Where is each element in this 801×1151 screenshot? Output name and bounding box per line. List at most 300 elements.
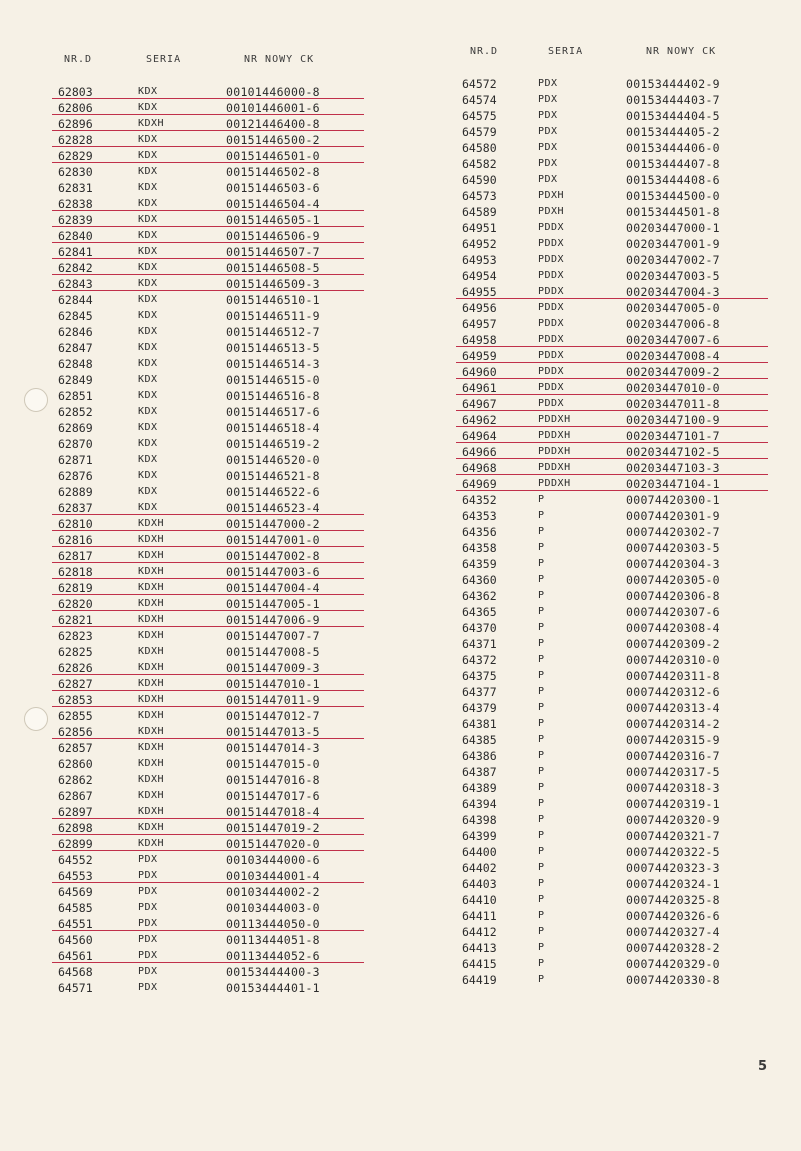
nr-cell: 64399 <box>462 829 497 843</box>
table-row <box>462 508 792 524</box>
table-row <box>58 660 388 676</box>
seria-cell: P <box>538 846 545 857</box>
number-cell: 00151446518-4 <box>226 421 320 435</box>
nr-cell: 64956 <box>462 301 497 315</box>
table-row <box>462 380 792 396</box>
seria-cell: KDXH <box>138 630 165 641</box>
nr-cell: 64955 <box>462 285 497 299</box>
seria-cell: P <box>538 862 545 873</box>
number-cell: 00203447009-2 <box>626 365 720 379</box>
seria-cell: KDXH <box>138 534 165 545</box>
table-row <box>58 436 388 452</box>
seria-cell: KDXH <box>138 582 165 593</box>
number-cell: 00074420326-6 <box>626 909 720 923</box>
nr-cell: 64377 <box>462 685 497 699</box>
number-cell: 00203447100-9 <box>626 413 720 427</box>
number-cell: 00203447001-9 <box>626 237 720 251</box>
table-row <box>462 956 792 972</box>
table-row <box>462 316 792 332</box>
nr-cell: 64967 <box>462 397 497 411</box>
nr-cell: 62860 <box>58 757 93 771</box>
nr-cell: 62896 <box>58 117 93 131</box>
seria-cell: PDDX <box>538 270 565 281</box>
table-row <box>58 452 388 468</box>
table-row <box>462 284 792 300</box>
number-cell: 00151447020-0 <box>226 837 320 851</box>
nr-cell: 64959 <box>462 349 497 363</box>
nr-cell: 62840 <box>58 229 93 243</box>
number-cell: 00074420311-8 <box>626 669 720 683</box>
number-cell: 00103444003-0 <box>226 901 320 915</box>
header-nr: NR.D <box>470 46 499 57</box>
seria-cell: P <box>538 526 545 537</box>
nr-cell: 62825 <box>58 645 93 659</box>
table-row <box>58 548 388 564</box>
number-cell: 00203447002-7 <box>626 253 720 267</box>
table-row <box>58 916 388 932</box>
nr-cell: 62855 <box>58 709 93 723</box>
nr-cell: 64360 <box>462 573 497 587</box>
number-cell: 00074420309-2 <box>626 637 720 651</box>
column-header <box>58 54 388 70</box>
table-row <box>58 740 388 756</box>
table-row <box>58 516 388 532</box>
seria-cell: KDX <box>138 374 158 385</box>
nr-cell: 64585 <box>58 901 93 915</box>
nr-cell: 62844 <box>58 293 93 307</box>
nr-cell: 62827 <box>58 677 93 691</box>
seria-cell: KDX <box>138 246 158 257</box>
table-row <box>58 644 388 660</box>
number-cell: 00153444407-8 <box>626 157 720 171</box>
table-row <box>58 292 388 308</box>
table-row <box>462 588 792 604</box>
table-row <box>58 532 388 548</box>
seria-cell: PDX <box>138 934 158 945</box>
number-cell: 00074420300-1 <box>626 493 720 507</box>
table-row <box>462 652 792 668</box>
seria-cell: PDX <box>538 158 558 169</box>
number-cell: 00151447003-6 <box>226 565 320 579</box>
nr-cell: 64352 <box>462 493 497 507</box>
number-cell: 00151447001-0 <box>226 533 320 547</box>
number-cell: 00151447008-5 <box>226 645 320 659</box>
number-cell: 00203447010-0 <box>626 381 720 395</box>
seria-cell: KDXH <box>138 790 165 801</box>
nr-cell: 64379 <box>462 701 497 715</box>
seria-cell: PDDX <box>538 334 565 345</box>
number-cell: 00113444050-0 <box>226 917 320 931</box>
number-cell: 00151447004-4 <box>226 581 320 595</box>
nr-cell: 62826 <box>58 661 93 675</box>
table-row <box>462 236 792 252</box>
seria-cell: P <box>538 558 545 569</box>
nr-cell: 64573 <box>462 189 497 203</box>
table-row <box>462 556 792 572</box>
table-row <box>462 604 792 620</box>
seria-cell: KDX <box>138 326 158 337</box>
seria-cell: PDX <box>138 982 158 993</box>
nr-cell: 64958 <box>462 333 497 347</box>
seria-cell: P <box>538 974 545 985</box>
number-cell: 00153444501-8 <box>626 205 720 219</box>
seria-cell: PDXH <box>538 206 565 217</box>
nr-cell: 62818 <box>58 565 93 579</box>
seria-cell: P <box>538 958 545 969</box>
table-row <box>58 692 388 708</box>
page-number: 5 <box>758 1059 768 1074</box>
table-row <box>462 716 792 732</box>
table-row <box>462 108 792 124</box>
seria-cell: PDDX <box>538 366 565 377</box>
nr-cell: 64370 <box>462 621 497 635</box>
table-row <box>462 700 792 716</box>
seria-cell: P <box>538 734 545 745</box>
seria-cell: KDXH <box>138 118 165 129</box>
table-row <box>462 732 792 748</box>
seria-cell: P <box>538 510 545 521</box>
seria-cell: P <box>538 750 545 761</box>
table-row <box>58 900 388 916</box>
number-cell: 00151446519-2 <box>226 437 320 451</box>
nr-cell: 64579 <box>462 125 497 139</box>
nr-cell: 62852 <box>58 405 93 419</box>
table-row <box>462 940 792 956</box>
nr-cell: 64966 <box>462 445 497 459</box>
number-cell: 00153444405-2 <box>626 125 720 139</box>
nr-cell: 64394 <box>462 797 497 811</box>
table-row <box>462 364 792 380</box>
seria-cell: P <box>538 782 545 793</box>
number-cell: 00151446517-6 <box>226 405 320 419</box>
table-row <box>58 836 388 852</box>
nr-cell: 64561 <box>58 949 93 963</box>
number-cell: 00203447003-5 <box>626 269 720 283</box>
table-row <box>58 324 388 340</box>
nr-cell: 64387 <box>462 765 497 779</box>
nr-cell: 62847 <box>58 341 93 355</box>
seria-cell: KDX <box>138 454 158 465</box>
nr-cell: 64551 <box>58 917 93 931</box>
number-cell: 00151446520-0 <box>226 453 320 467</box>
table-row <box>58 260 388 276</box>
table-row <box>462 140 792 156</box>
number-cell: 00151447010-1 <box>226 677 320 691</box>
nr-cell: 64353 <box>462 509 497 523</box>
nr-cell: 62846 <box>58 325 93 339</box>
number-cell: 00203447004-3 <box>626 285 720 299</box>
seria-cell: KDX <box>138 486 158 497</box>
nr-cell: 62843 <box>58 277 93 291</box>
number-cell: 00151446515-0 <box>226 373 320 387</box>
number-cell: 00203447008-4 <box>626 349 720 363</box>
seria-cell: KDX <box>138 278 158 289</box>
number-cell: 00074420318-3 <box>626 781 720 795</box>
nr-cell: 64964 <box>462 429 497 443</box>
table-row <box>58 964 388 980</box>
number-cell: 00151446521-8 <box>226 469 320 483</box>
seria-cell: P <box>538 878 545 889</box>
seria-cell: KDXH <box>138 710 165 721</box>
nr-cell: 64960 <box>462 365 497 379</box>
number-cell: 00074420301-9 <box>626 509 720 523</box>
number-cell: 00153444408-6 <box>626 173 720 187</box>
nr-cell: 62806 <box>58 101 93 115</box>
table-row <box>58 772 388 788</box>
right-rows <box>462 76 792 988</box>
nr-cell: 62842 <box>58 261 93 275</box>
number-cell: 00151446507-7 <box>226 245 320 259</box>
nr-cell: 62816 <box>58 533 93 547</box>
nr-cell: 64358 <box>462 541 497 555</box>
nr-cell: 64968 <box>462 461 497 475</box>
nr-cell: 62841 <box>58 245 93 259</box>
table-row <box>462 92 792 108</box>
seria-cell: PDDX <box>538 286 565 297</box>
nr-cell: 64574 <box>462 93 497 107</box>
table-row <box>462 300 792 316</box>
seria-cell: PDX <box>138 886 158 897</box>
table-row <box>462 924 792 940</box>
number-cell: 00153444401-1 <box>226 981 320 995</box>
seria-cell: PDX <box>138 902 158 913</box>
seria-cell: KDX <box>138 342 158 353</box>
table-row <box>58 500 388 516</box>
number-cell: 00153444500-0 <box>626 189 720 203</box>
number-cell: 00101446001-6 <box>226 101 320 115</box>
number-cell: 00074420313-4 <box>626 701 720 715</box>
number-cell: 00153444403-7 <box>626 93 720 107</box>
table-row <box>462 124 792 140</box>
nr-cell: 64415 <box>462 957 497 971</box>
seria-cell: KDX <box>138 182 158 193</box>
nr-cell: 64362 <box>462 589 497 603</box>
table-row <box>58 804 388 820</box>
number-cell: 00203447101-7 <box>626 429 720 443</box>
number-cell: 00151447000-2 <box>226 517 320 531</box>
seria-cell: KDXH <box>138 678 165 689</box>
number-cell: 00074420316-7 <box>626 749 720 763</box>
nr-cell: 64953 <box>462 253 497 267</box>
nr-cell: 64589 <box>462 205 497 219</box>
nr-cell: 64419 <box>462 973 497 987</box>
table-row <box>58 708 388 724</box>
table-row <box>462 188 792 204</box>
seria-cell: PDDX <box>538 238 565 249</box>
table-row <box>58 980 388 996</box>
seria-cell: KDXH <box>138 742 165 753</box>
number-cell: 00074420323-3 <box>626 861 720 875</box>
table-row <box>58 340 388 356</box>
seria-cell: KDX <box>138 198 158 209</box>
table-row <box>58 612 388 628</box>
number-cell: 00121446400-8 <box>226 117 320 131</box>
number-cell: 00203447102-5 <box>626 445 720 459</box>
number-cell: 00074420330-8 <box>626 973 720 987</box>
nr-cell: 62857 <box>58 741 93 755</box>
table-row <box>462 156 792 172</box>
seria-cell: KDX <box>138 214 158 225</box>
header-nowy: NR NOWY CK <box>646 46 717 57</box>
table-row <box>462 524 792 540</box>
number-cell: 00151447002-8 <box>226 549 320 563</box>
nr-cell: 62889 <box>58 485 93 499</box>
seria-cell: PDX <box>538 142 558 153</box>
seria-cell: PDDX <box>538 254 565 265</box>
number-cell: 00151446500-2 <box>226 133 320 147</box>
seria-cell: KDXH <box>138 806 165 817</box>
number-cell: 00151447012-7 <box>226 709 320 723</box>
table-row <box>58 852 388 868</box>
seria-cell: KDX <box>138 134 158 145</box>
seria-cell: PDDXH <box>538 478 571 489</box>
table-row <box>462 204 792 220</box>
table-row <box>462 540 792 556</box>
seria-cell: P <box>538 894 545 905</box>
seria-cell: KDXH <box>138 774 165 785</box>
table-row <box>462 172 792 188</box>
seria-cell: KDXH <box>138 550 165 561</box>
table-row <box>58 468 388 484</box>
nr-cell: 64412 <box>462 925 497 939</box>
number-cell: 00074420315-9 <box>626 733 720 747</box>
header-seria: SERIA <box>548 46 584 57</box>
seria-cell: PDDX <box>538 398 565 409</box>
seria-cell: PDDX <box>538 382 565 393</box>
number-cell: 00103444000-6 <box>226 853 320 867</box>
number-cell: 00153444404-5 <box>626 109 720 123</box>
number-cell: 00074420325-8 <box>626 893 720 907</box>
table-row <box>58 196 388 212</box>
number-cell: 00101446000-8 <box>226 85 320 99</box>
number-cell: 00074420302-7 <box>626 525 720 539</box>
number-cell: 00151446501-0 <box>226 149 320 163</box>
number-cell: 00151447014-3 <box>226 741 320 755</box>
number-cell: 00203447000-1 <box>626 221 720 235</box>
table-row <box>462 908 792 924</box>
nr-cell: 64553 <box>58 869 93 883</box>
number-cell: 00153444400-3 <box>226 965 320 979</box>
number-cell: 00151447016-8 <box>226 773 320 787</box>
seria-cell: PDX <box>138 870 158 881</box>
number-cell: 00151447017-6 <box>226 789 320 803</box>
table-row <box>462 332 792 348</box>
seria-cell: KDX <box>138 262 158 273</box>
table-row <box>58 84 388 100</box>
header-nr: NR.D <box>64 54 93 65</box>
table-row <box>462 444 792 460</box>
number-cell: 00151447005-1 <box>226 597 320 611</box>
number-cell: 00074420307-6 <box>626 605 720 619</box>
table-row <box>462 796 792 812</box>
nr-cell: 64385 <box>462 733 497 747</box>
nr-cell: 62837 <box>58 501 93 515</box>
number-cell: 00203447103-3 <box>626 461 720 475</box>
number-cell: 00153444402-9 <box>626 77 720 91</box>
seria-cell: PDXH <box>538 190 565 201</box>
table-row <box>462 972 792 988</box>
table-row <box>462 812 792 828</box>
number-cell: 00203447104-1 <box>626 477 720 491</box>
seria-cell: P <box>538 606 545 617</box>
number-cell: 00151447019-2 <box>226 821 320 835</box>
seria-cell: PDX <box>538 94 558 105</box>
seria-cell: PDX <box>538 78 558 89</box>
nr-cell: 64569 <box>58 885 93 899</box>
nr-cell: 64571 <box>58 981 93 995</box>
seria-cell: KDXH <box>138 598 165 609</box>
seria-cell: P <box>538 910 545 921</box>
nr-cell: 62845 <box>58 309 93 323</box>
number-cell: 00074420314-2 <box>626 717 720 731</box>
number-cell: 00151447006-9 <box>226 613 320 627</box>
nr-cell: 64572 <box>462 77 497 91</box>
table-row <box>462 620 792 636</box>
table-row <box>462 572 792 588</box>
nr-cell: 62867 <box>58 789 93 803</box>
table-row <box>462 780 792 796</box>
nr-cell: 62819 <box>58 581 93 595</box>
table-row <box>58 756 388 772</box>
table-row <box>462 684 792 700</box>
nr-cell: 62851 <box>58 389 93 403</box>
nr-cell: 64375 <box>462 669 497 683</box>
table-row <box>58 628 388 644</box>
table-row <box>58 404 388 420</box>
table-row <box>58 868 388 884</box>
nr-cell: 62817 <box>58 549 93 563</box>
table-row <box>462 396 792 412</box>
seria-cell: P <box>538 702 545 713</box>
nr-cell: 64400 <box>462 845 497 859</box>
table-row <box>58 180 388 196</box>
table-row <box>58 596 388 612</box>
table-row <box>58 788 388 804</box>
number-cell: 00113444052-6 <box>226 949 320 963</box>
table-row <box>58 212 388 228</box>
seria-cell: PDX <box>138 966 158 977</box>
nr-cell: 64969 <box>462 477 497 491</box>
nr-cell: 64957 <box>462 317 497 331</box>
nr-cell: 62849 <box>58 373 93 387</box>
nr-cell: 62820 <box>58 597 93 611</box>
seria-cell: KDX <box>138 86 158 97</box>
nr-cell: 64403 <box>462 877 497 891</box>
seria-cell: KDX <box>138 150 158 161</box>
seria-cell: PDX <box>138 854 158 865</box>
seria-cell: P <box>538 798 545 809</box>
seria-cell: KDX <box>138 166 158 177</box>
nr-cell: 64590 <box>462 173 497 187</box>
seria-cell: P <box>538 654 545 665</box>
nr-cell: 62810 <box>58 517 93 531</box>
header-seria: SERIA <box>146 54 182 65</box>
nr-cell: 64952 <box>462 237 497 251</box>
nr-cell: 62821 <box>58 613 93 627</box>
number-cell: 00074420303-5 <box>626 541 720 555</box>
seria-cell: KDXH <box>138 646 165 657</box>
seria-cell: KDXH <box>138 566 165 577</box>
table-row <box>58 484 388 500</box>
nr-cell: 64560 <box>58 933 93 947</box>
nr-cell: 62871 <box>58 453 93 467</box>
seria-cell: KDX <box>138 502 158 513</box>
table-row <box>58 148 388 164</box>
seria-cell: KDX <box>138 406 158 417</box>
number-cell: 00153444406-0 <box>626 141 720 155</box>
number-cell: 00151447015-0 <box>226 757 320 771</box>
nr-cell: 62830 <box>58 165 93 179</box>
